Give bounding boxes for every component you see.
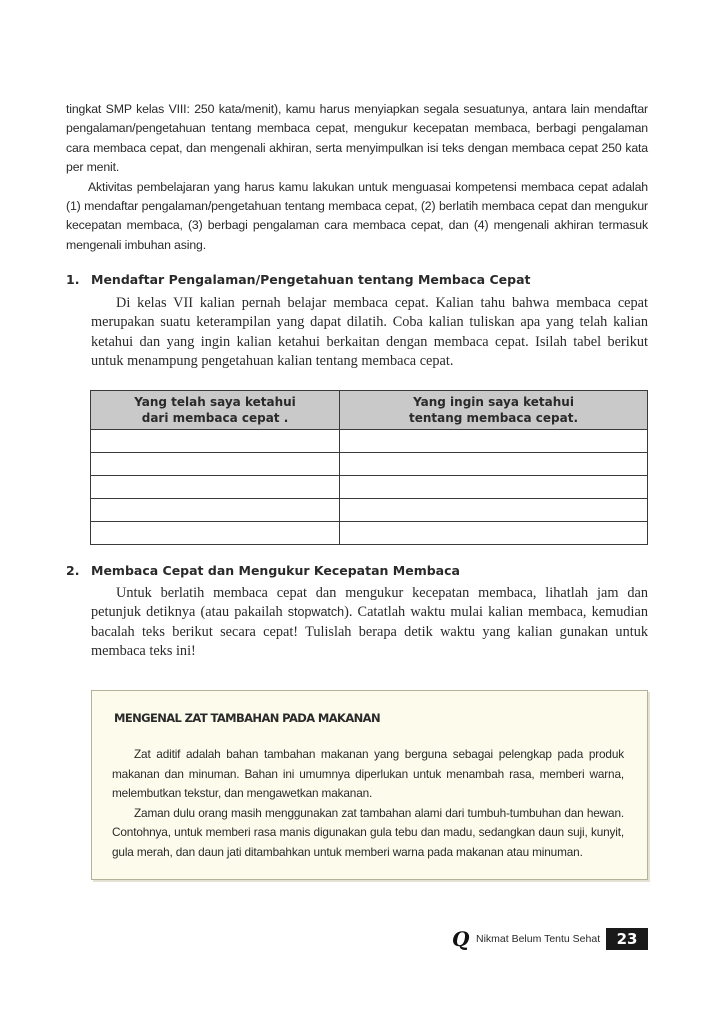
reading-box-paragraph-2: Zaman dulu orang masih menggunakan zat tambahan alami dari tumbuh-tumbuhan dan hewan. Contohnya, untuk memberi rasa manis digunakan gula tebu dan madu, sedangkan daun suji, kunyit, gula merah, dan daun jati ditambahkan untuk memberi warna pada makanan atau minuman. — [112, 805, 624, 859]
reading-box-body — [112, 745, 624, 862]
section-1-body — [91, 294, 648, 372]
table-cell-known[interactable] — [91, 499, 340, 522]
section-2-heading — [66, 563, 460, 578]
header-known-line-2: dari membaca cepat . — [141, 411, 289, 425]
table-row — [91, 522, 648, 545]
knowledge-table — [90, 390, 648, 545]
section-2-text-b: ). Catatlah waktu mulai kalian membaca, kemudian bacalah teks berikut secara cepat! Tulislah berapa detik waktu yang kalian gunakan untuk membaca teks ini! — [91, 604, 648, 660]
table-header-row — [91, 391, 648, 430]
table-cell-known[interactable] — [91, 522, 340, 545]
reading-box-title: MENGENAL ZAT TAMBAHAN PADA MAKANAN — [114, 711, 381, 725]
section-2-text-a: Untuk berlatih membaca cepat dan mengukur kecepatan membaca, lihatlah jam dan petunjuk detiknya (atau pakailah — [91, 585, 648, 621]
table-cell-want[interactable] — [340, 522, 648, 545]
table-cell-want[interactable] — [340, 476, 648, 499]
table-cell-known[interactable] — [91, 430, 340, 453]
intro-paragraph-1: tingkat SMP kelas VIII: 250 kata/menit), kamu harus menyiapkan segala sesuatunya, antara lain mendaftar pengalaman/pengetahuan tentang membaca cepat, mengukur kecepatan membaca, berbagi pengalaman cara membaca cepat, dan mengenali akhiran, serta menyimpulkan isi teks dengan membaca cepat 250 kata per menit. — [66, 102, 648, 175]
table-cell-known[interactable] — [91, 453, 340, 476]
section-1-heading — [66, 272, 530, 287]
section-1-number: 1. — [66, 272, 80, 287]
section-2-paragraph — [91, 584, 648, 662]
section-1-title: Mendaftar Pengalaman/Pengetahuan tentang Membaca Cepat — [91, 272, 531, 287]
section-2-number: 2. — [66, 563, 80, 578]
header-known-line-1: Yang telah saya ketahui — [134, 395, 296, 409]
table-row — [91, 476, 648, 499]
table-row — [91, 430, 648, 453]
header-want-line-2: tentang membaca cepat. — [408, 411, 579, 425]
table-cell-want[interactable] — [340, 499, 648, 522]
page-footer — [452, 928, 648, 950]
table-cell-known[interactable] — [91, 476, 340, 499]
reading-box — [91, 690, 648, 880]
reading-box-paragraph-1: Zat aditif adalah bahan tambahan makanan yang berguna sebagai pelengkap pada produk makanan dan minuman. Bahan ini umumnya diperlukan untuk menambah rasa, memberi warna, melembutkan tekstur, dan mengawetkan makanan. — [112, 747, 624, 800]
table-header-known — [91, 391, 340, 430]
header-want-line-1: Yang ingin saya ketahui — [413, 395, 574, 409]
stopwatch-term: stopwatch — [287, 605, 345, 620]
section-2-body — [91, 584, 648, 662]
table-row — [91, 499, 648, 522]
table-cell-want[interactable] — [340, 453, 648, 476]
table-row — [91, 453, 648, 476]
book-logo-icon: Q — [452, 927, 470, 951]
section-2-title: Membaca Cepat dan Mengukur Kecepatan Membaca — [91, 563, 460, 578]
table-cell-want[interactable] — [340, 430, 648, 453]
page-number: 23 — [606, 928, 648, 950]
series-title: Nikmat Belum Tentu Sehat — [476, 933, 601, 945]
intro-text — [66, 100, 648, 255]
table-body — [91, 430, 648, 545]
table-header-want — [340, 391, 648, 430]
intro-paragraph-2: Aktivitas pembelajaran yang harus kamu lakukan untuk menguasai kompetensi membaca cepat adalah (1) mendaftar pengalaman/pengetahuan tentang membaca cepat, (2) berlatih membaca cepat dan mengukur kecepatan membaca, (3) berbagi pengalaman cara membaca cepat, dan (4) mengenali akhiran termasuk mengenali imbuhan asing. — [66, 179, 648, 252]
section-1-paragraph: Di kelas VII kalian pernah belajar membaca cepat. Kalian tahu bahwa membaca cepat merupakan suatu keterampilan yang dapat dilatih. Coba kalian tuliskan apa yang telah kalian ketahui dan yang ingin kalian ketahui berkaitan dengan membaca cepat. Isilah tabel berikut untuk menampung pengetahuan kalian tentang membaca cepat. — [91, 295, 648, 370]
